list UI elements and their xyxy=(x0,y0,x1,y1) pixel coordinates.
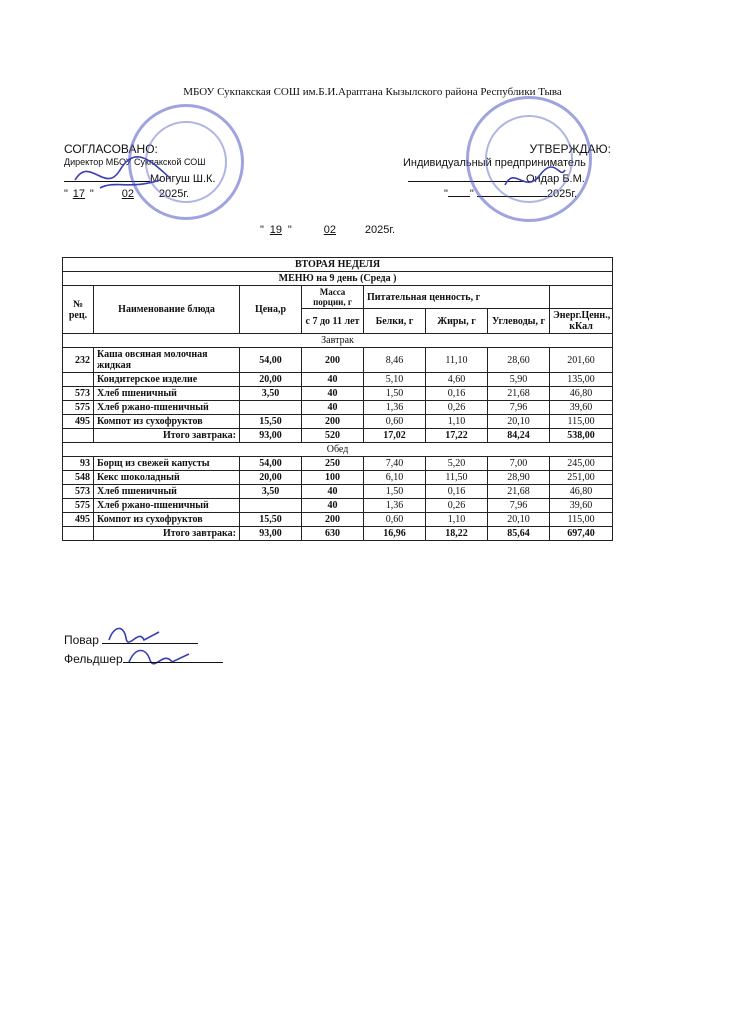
cell-fat: 0,26 xyxy=(426,499,488,513)
cell-protein: 7,40 xyxy=(364,457,426,471)
cell-fat: 11,10 xyxy=(426,348,488,373)
cell-carbs: 20,10 xyxy=(488,415,550,429)
header-protein: Белки, г xyxy=(364,309,426,334)
total-mass: 520 xyxy=(302,429,364,443)
cell-fat: 1,10 xyxy=(426,415,488,429)
table-row xyxy=(63,415,613,429)
cell-name: Хлеб ржано-пшеничный xyxy=(94,499,240,513)
document-date: " 19 " 02 2025г. xyxy=(260,224,396,236)
cell-price: 20,00 xyxy=(240,373,302,387)
cell-energy: 115,00 xyxy=(550,415,613,429)
cell-carbs: 7,00 xyxy=(488,457,550,471)
total-carbs: 84,24 xyxy=(488,429,550,443)
cell-protein: 0,60 xyxy=(364,415,426,429)
cell-rec xyxy=(63,373,94,387)
section-title-lunch: Обед xyxy=(63,443,613,457)
cell-protein: 0,60 xyxy=(364,513,426,527)
total-fat: 18,22 xyxy=(426,527,488,541)
table-row xyxy=(63,457,613,471)
cell-carbs: 28,90 xyxy=(488,471,550,485)
cell-fat: 0,16 xyxy=(426,485,488,499)
cell-name: Хлеб ржано-пшеничный xyxy=(94,401,240,415)
cell-rec: 573 xyxy=(63,387,94,401)
agreed-signer: Монгуш Ш.К. xyxy=(64,173,215,185)
table-row xyxy=(63,499,613,513)
cell-rec: 232 xyxy=(63,348,94,373)
cell-carbs: 21,68 xyxy=(488,387,550,401)
right-stamp xyxy=(466,96,592,222)
cell-energy: 245,00 xyxy=(550,457,613,471)
cell-carbs: 20,10 xyxy=(488,513,550,527)
cell-carbs: 28,60 xyxy=(488,348,550,373)
cell-energy: 39,60 xyxy=(550,499,613,513)
cook-line: Повар xyxy=(64,633,198,647)
total-label: Итого завтрака: xyxy=(94,527,240,541)
cell-price: 15,50 xyxy=(240,513,302,527)
cell-name: Каша овсяная молочная жидкая xyxy=(94,348,240,373)
total-carbs: 85,64 xyxy=(488,527,550,541)
cell-mass: 200 xyxy=(302,415,364,429)
cell-energy: 135,00 xyxy=(550,373,613,387)
cell-price xyxy=(240,401,302,415)
cell-mass: 200 xyxy=(302,513,364,527)
total-mass: 630 xyxy=(302,527,364,541)
cell-price xyxy=(240,499,302,513)
cell-carbs: 21,68 xyxy=(488,485,550,499)
cell-empty xyxy=(63,527,94,541)
cell-energy: 115,00 xyxy=(550,513,613,527)
cell-name: Борщ из свежей капусты xyxy=(94,457,240,471)
total-protein: 16,96 xyxy=(364,527,426,541)
total-energy: 538,00 xyxy=(550,429,613,443)
cell-price: 3,50 xyxy=(240,387,302,401)
cell-rec: 575 xyxy=(63,499,94,513)
cell-protein: 6,10 xyxy=(364,471,426,485)
cell-mass: 40 xyxy=(302,499,364,513)
cell-rec: 548 xyxy=(63,471,94,485)
cell-energy: 201,60 xyxy=(550,348,613,373)
cell-price: 54,00 xyxy=(240,457,302,471)
cell-protein: 8,46 xyxy=(364,348,426,373)
cell-protein: 1,36 xyxy=(364,401,426,415)
cell-rec: 573 xyxy=(63,485,94,499)
header-mass: Масса порции, г xyxy=(302,286,364,309)
total-price: 93,00 xyxy=(240,429,302,443)
entrepreneur-signature xyxy=(500,160,570,200)
menu-title: МЕНЮ на 9 день (Среда ) xyxy=(63,272,613,286)
cell-mass: 40 xyxy=(302,401,364,415)
header-price: Цена,р xyxy=(240,286,302,334)
cell-rec: 495 xyxy=(63,513,94,527)
header-rec: № рец. xyxy=(63,286,94,334)
cell-energy: 39,60 xyxy=(550,401,613,415)
cell-price: 54,00 xyxy=(240,348,302,373)
cell-energy: 46,80 xyxy=(550,485,613,499)
section-title-breakfast: Завтрак xyxy=(63,334,613,348)
cell-mass: 40 xyxy=(302,373,364,387)
cell-mass: 200 xyxy=(302,348,364,373)
cell-name: Хлеб пшеничный xyxy=(94,387,240,401)
cell-protein: 1,50 xyxy=(364,387,426,401)
total-fat: 17,22 xyxy=(426,429,488,443)
cell-carbs: 7,96 xyxy=(488,401,550,415)
table-row xyxy=(63,471,613,485)
agreed-date: " 17 " 02 2025г. xyxy=(64,188,190,200)
table-row xyxy=(63,348,613,373)
cell-energy: 46,80 xyxy=(550,387,613,401)
cell-name: Компот из сухофруктов xyxy=(94,513,240,527)
cell-fat: 4,60 xyxy=(426,373,488,387)
cell-fat: 0,26 xyxy=(426,401,488,415)
cell-rec: 575 xyxy=(63,401,94,415)
week-title: ВТОРАЯ НЕДЕЛЯ xyxy=(63,258,613,272)
header-dish: Наименование блюда xyxy=(94,286,240,334)
table-row xyxy=(63,513,613,527)
header-nutrition: Питательная ценность, г xyxy=(364,286,550,309)
header-blank xyxy=(550,286,613,309)
cell-fat: 11,50 xyxy=(426,471,488,485)
cell-empty xyxy=(63,429,94,443)
cell-price: 20,00 xyxy=(240,471,302,485)
cell-protein: 5,10 xyxy=(364,373,426,387)
total-protein: 17,02 xyxy=(364,429,426,443)
cell-protein: 1,50 xyxy=(364,485,426,499)
header-age: с 7 до 11 лет xyxy=(302,309,364,334)
cell-fat: 0,16 xyxy=(426,387,488,401)
cell-price: 15,50 xyxy=(240,415,302,429)
table-row xyxy=(63,401,613,415)
cell-rec: 495 xyxy=(63,415,94,429)
agreed-director: Директор МБОУ Сукпакской СОШ xyxy=(64,157,206,167)
agreed-title: СОГЛАСОВАНО: xyxy=(64,142,158,156)
medic-line: Фельдшер xyxy=(64,652,223,666)
table-row xyxy=(63,387,613,401)
cell-protein: 1,36 xyxy=(364,499,426,513)
cell-carbs: 5,90 xyxy=(488,373,550,387)
cell-mass: 40 xyxy=(302,485,364,499)
cell-name: Кекс шоколадный xyxy=(94,471,240,485)
table-row xyxy=(63,485,613,499)
approved-title: УТВЕРЖДАЮ: xyxy=(529,142,611,156)
cell-mass: 100 xyxy=(302,471,364,485)
cell-name: Кондитерское изделие xyxy=(94,373,240,387)
approved-date: " " 2025г. xyxy=(444,188,578,200)
cell-name: Компот из сухофруктов xyxy=(94,415,240,429)
cell-mass: 250 xyxy=(302,457,364,471)
total-energy: 697,40 xyxy=(550,527,613,541)
organization-title: МБОУ Сукпакская СОШ им.Б.И.Араптана Кызылского района Республики Тыва xyxy=(183,86,562,98)
cell-mass: 40 xyxy=(302,387,364,401)
cell-carbs: 7,96 xyxy=(488,499,550,513)
cell-fat: 1,10 xyxy=(426,513,488,527)
header-carbs: Углеводы, г xyxy=(488,309,550,334)
cell-price: 3,50 xyxy=(240,485,302,499)
header-fat: Жиры, г xyxy=(426,309,488,334)
approved-signer: Ондар Б.М. xyxy=(408,173,585,185)
total-row-breakfast xyxy=(63,429,613,443)
total-label: Итого завтрака: xyxy=(94,429,240,443)
cell-name: Хлеб пшеничный xyxy=(94,485,240,499)
cell-rec: 93 xyxy=(63,457,94,471)
total-price: 93,00 xyxy=(240,527,302,541)
approved-position: Индивидуальный предприниматель xyxy=(403,157,586,169)
header-energy: Энерг.Ценн., кКал xyxy=(550,309,613,334)
director-signature xyxy=(70,150,180,200)
total-row-lunch xyxy=(63,527,613,541)
menu-table xyxy=(62,257,613,541)
cell-fat: 5,20 xyxy=(426,457,488,471)
cell-energy: 251,00 xyxy=(550,471,613,485)
table-row xyxy=(63,373,613,387)
